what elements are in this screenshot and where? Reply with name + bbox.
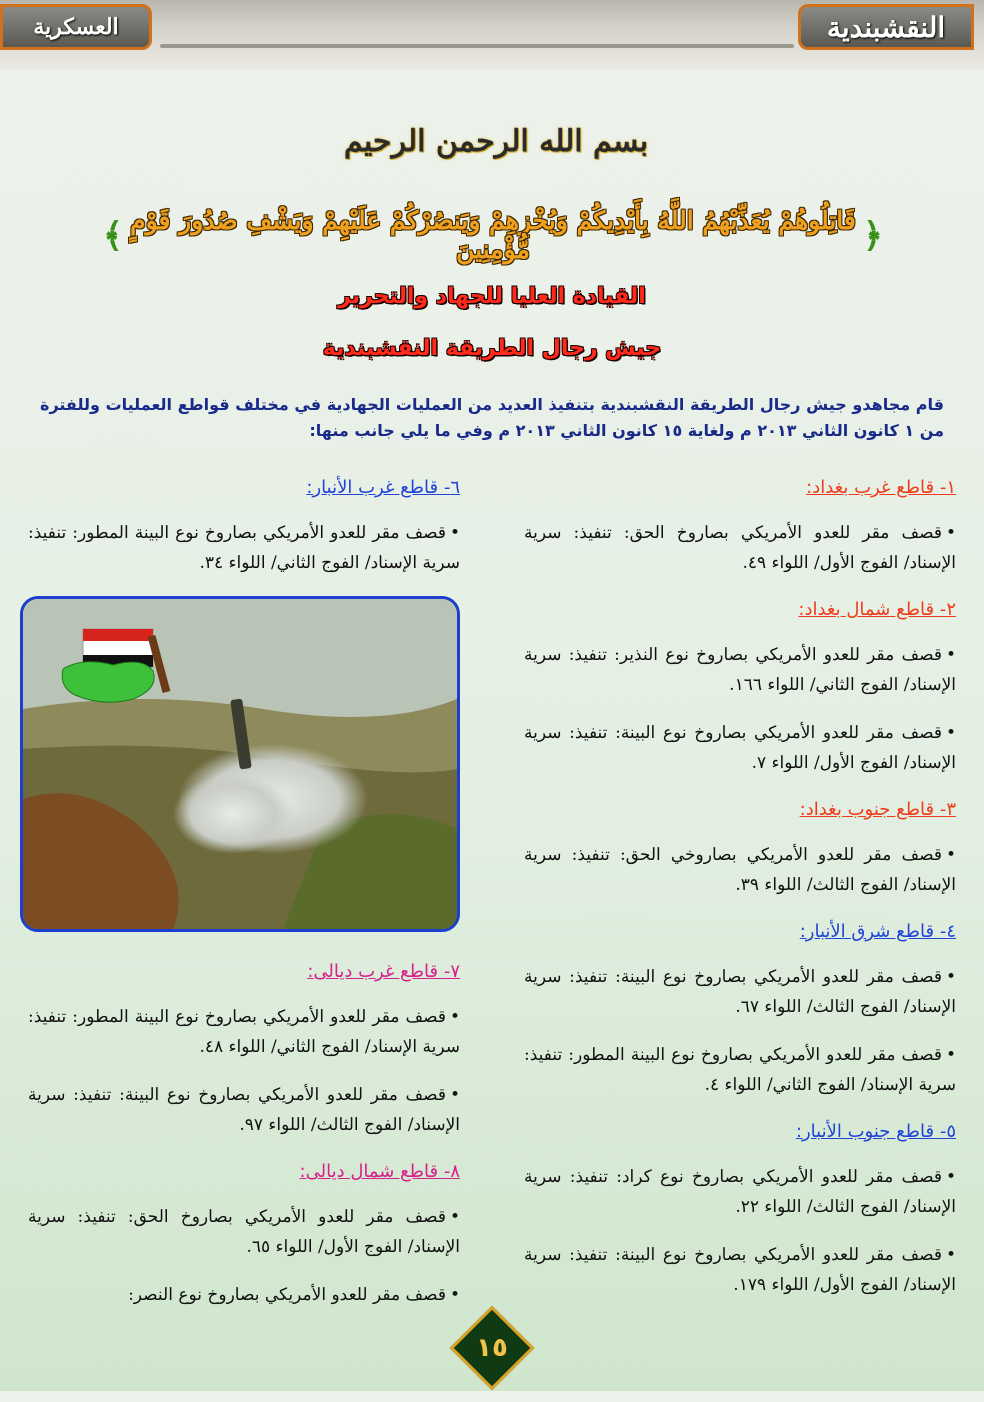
list-item xyxy=(524,962,956,1022)
page-number-badge xyxy=(450,1306,535,1391)
bullet-icon: • xyxy=(945,1045,956,1065)
list-item xyxy=(28,518,460,578)
section-heading: ٧- قاطع غرب ديالى: xyxy=(307,961,460,982)
rocket-launch-photo xyxy=(20,596,460,932)
list-item xyxy=(524,718,956,778)
page-number: ١٥ xyxy=(476,1333,508,1363)
section-west-baghdad xyxy=(524,474,956,578)
section-heading: ٨- قاطع شمال ديالى: xyxy=(299,1161,460,1182)
bullet-icon: • xyxy=(449,1085,460,1105)
list-item xyxy=(28,1002,460,1062)
section-north-diyala xyxy=(28,1158,460,1310)
bullet-icon: • xyxy=(945,967,956,987)
list-item xyxy=(28,1202,460,1262)
section-heading: ١- قاطع غرب بغداد: xyxy=(806,477,956,498)
section-heading: ٥- قاطع جنوب الأنبار: xyxy=(795,1121,956,1142)
bullet-icon: • xyxy=(449,1207,460,1227)
verse-open-bracket: ﴿ xyxy=(863,215,883,256)
bullet-icon: • xyxy=(449,1007,460,1027)
section-heading: ٢- قاطع شمال بغداد: xyxy=(798,599,956,620)
section-tab-naqshbandia: النقشبندية xyxy=(798,4,974,50)
item-text: قصف مقر للعدو الأمريكي بصاروخ نوع البينة المطور: تنفيذ: سرية الإسناد/ الفوج الثاني/ اللواء ٤٨. xyxy=(28,1007,460,1057)
section-south-anbar xyxy=(524,1118,956,1300)
list-item xyxy=(524,518,956,578)
item-text: قصف مقر للعدو الأمريكي بصاروخ نوع البينة: تنفيذ: سرية الإسناد/ الفوج الثالث/ اللواء ٩٧. xyxy=(28,1085,460,1135)
bullet-icon: • xyxy=(449,1285,460,1305)
item-text: قصف مقر للعدو الأمريكي بصاروخ نوع البينة: تنفيذ: سرية الإسناد/ الفوج الأول/ اللواء ٧. xyxy=(524,723,956,773)
list-item xyxy=(28,1080,460,1140)
intro-paragraph: قام مجاهدو جيش رجال الطريقة النقشبندية بتنفيذ العديد من العمليات الجهادية في مختلف قواطع العمليات وللفترة من ١ كانون الثاني ٢٠١٣ م ولغاية ١٥ كانون الثاني ٢٠١٣ م وفي ما يلي جانب منها: xyxy=(40,395,944,440)
section-east-anbar xyxy=(524,918,956,1100)
title-high-command: القيادة العليا للجهاد والتحرير xyxy=(338,284,646,309)
section-heading: ٤- قاطع شرق الأنبار: xyxy=(799,921,956,942)
basmala-calligraphy: بسم الله الرحمن الرحيم xyxy=(343,123,649,159)
item-text: قصف مقر للعدو الأمريكي بصاروخ نوع البينة: تنفيذ: سرية الإسناد/ الفوج الثالث/ اللواء ٦٧. xyxy=(524,967,956,1017)
list-item xyxy=(524,640,956,700)
right-column xyxy=(524,474,956,1318)
title-army: جيش رجال الطريقة النقشبندية xyxy=(322,336,662,361)
section-west-anbar xyxy=(28,474,460,578)
section-heading: ٣- قاطع جنوب بغداد: xyxy=(799,799,956,820)
section-heading: ٦- قاطع غرب الأنبار: xyxy=(306,477,460,498)
photo-scene xyxy=(23,599,457,929)
item-text: قصف مقر للعدو الأمريكي بصاروخي الحق: تنفيذ: سرية الإسناد/ الفوج الثالث/ اللواء ٣٩. xyxy=(524,845,956,895)
item-text: قصف مقر للعدو الأمريكي بصاروخ نوع البينة المطور: تنفيذ: سرية الإسناد/ الفوج الثاني/ اللواء ٣٤. xyxy=(28,523,460,573)
list-item xyxy=(524,1040,956,1100)
verse-close-bracket: ﴾ xyxy=(103,215,123,256)
list-item xyxy=(28,1280,460,1310)
item-text: قصف مقر للعدو الأمريكي بصاروخ الحق: تنفيذ: سرية الإسناد/ الفوج الأول/ اللواء ٦٥. xyxy=(28,1207,460,1257)
item-text: قصف مقر للعدو الأمريكي بصاروخ الحق: تنفيذ: سرية الإسناد/ الفوج الأول/ اللواء ٤٩. xyxy=(524,523,956,573)
section-north-baghdad xyxy=(524,596,956,778)
quran-verse xyxy=(100,204,886,266)
item-text: قصف مقر للعدو الأمريكي بصاروخ نوع كراد: تنفيذ: سرية الإسناد/ الفوج الثالث/ اللواء ٢٢. xyxy=(524,1167,956,1217)
bullet-icon: • xyxy=(945,845,956,865)
bullet-icon: • xyxy=(945,1245,956,1265)
left-column xyxy=(28,474,460,1328)
item-text: قصف مقر للعدو الأمريكي بصاروخ نوع النذير: تنفيذ: سرية الإسناد/ الفوج الثاني/ اللواء ١٦٦. xyxy=(524,645,956,695)
bullet-icon: • xyxy=(449,523,460,543)
item-text: قصف مقر للعدو الأمريكي بصاروخ نوع البينة المطور: تنفيذ: سرية الإسناد/ الفوج الثاني/ اللواء ٤. xyxy=(524,1045,956,1095)
item-text: قصف مقر للعدو الأمريكي بصاروخ نوع النصر: xyxy=(128,1285,446,1305)
list-item xyxy=(524,1240,956,1300)
section-tab-military: العسكرية xyxy=(0,4,152,50)
section-south-baghdad xyxy=(524,796,956,900)
list-item xyxy=(524,1162,956,1222)
section-west-diyala xyxy=(28,958,460,1140)
bullet-icon: • xyxy=(945,523,956,543)
bullet-icon: • xyxy=(945,1167,956,1187)
item-text: قصف مقر للعدو الأمريكي بصاروخ نوع البينة: تنفيذ: سرية الإسناد/ الفوج الأول/ اللواء ١٧٩. xyxy=(524,1245,956,1295)
list-item xyxy=(524,840,956,900)
verse-text: قَاتِلُوهُمْ يُعَذِّبْهُمُ اللَّهُ بِأَيْدِيكُمْ وَيُخْزِهِمْ وَيَنصُرْكُمْ عَلَيْهِمْ وَيَشْفِ صُدُورَ قَوْمٍ مُّؤْمِنِينَ xyxy=(130,206,856,264)
bullet-icon: • xyxy=(945,645,956,665)
bullet-icon: • xyxy=(945,723,956,743)
